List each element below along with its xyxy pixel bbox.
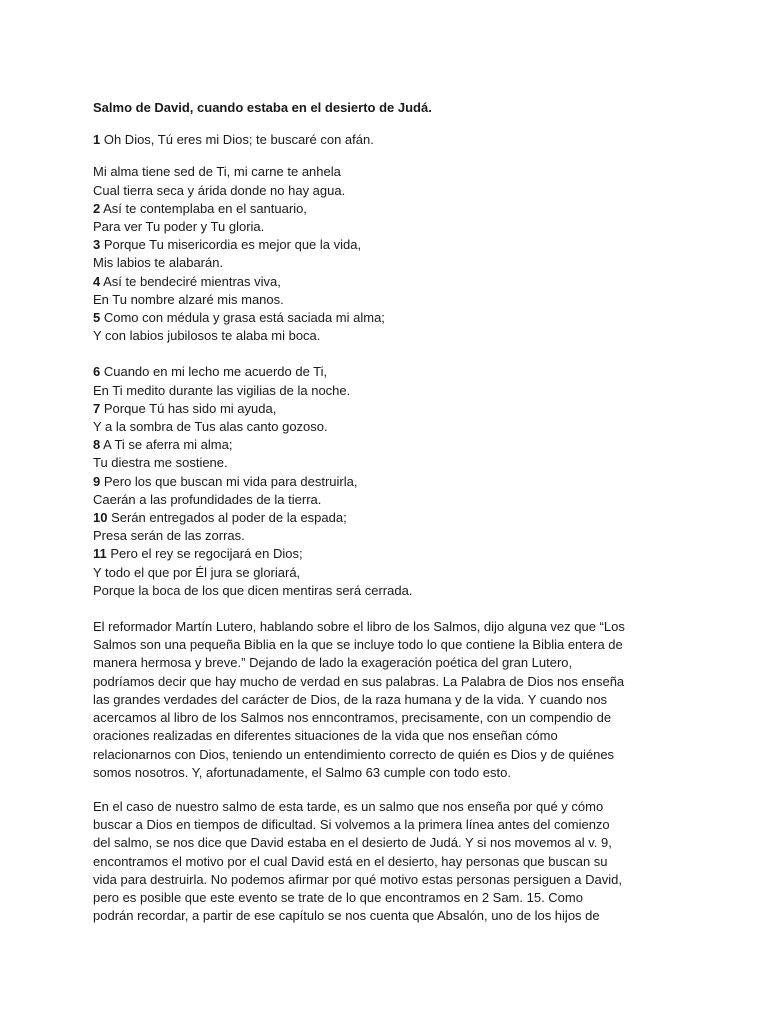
verse-number: 11 <box>93 546 107 562</box>
verse-line <box>93 545 653 563</box>
verse-text: En Ti medito durante las vigilias de la noche. <box>93 382 351 398</box>
verse-line <box>93 509 653 527</box>
verse-number: 1 <box>93 132 101 148</box>
verse-line <box>93 363 653 381</box>
verse-line <box>93 418 653 436</box>
paragraph-line: El reformador Martín Lutero, hablando sobre el libro de los Salmos, dijo alguna vez que “Los <box>93 619 625 635</box>
verse-line <box>93 436 653 454</box>
verse-line <box>93 163 653 181</box>
verse-line <box>93 200 653 218</box>
verse-text: Así te contemplaba en el santuario, <box>100 200 307 216</box>
verse-number: 7 <box>93 400 101 416</box>
verse-text: Serán entregados al poder de la espada; <box>107 510 347 526</box>
paragraph-line: manera hermosa y breve.” Dejando de lado la exageración poética del gran Lutero, <box>93 655 573 671</box>
verse-line <box>93 400 653 418</box>
verse-line <box>93 473 653 491</box>
paragraph-line: acercamos al libro de los Salmos nos enncontramos, precisamente, con un compendio de <box>93 710 612 726</box>
verse-text: Mis labios te alabarán. <box>93 255 224 271</box>
verse-text: Oh Dios, Tú eres mi Dios; te buscaré con afán. <box>100 132 374 148</box>
verse-line <box>93 491 653 509</box>
verse-number: 10 <box>93 510 108 526</box>
stanza-verses-2-5 <box>93 163 653 345</box>
verse-text: Y a la sombra de Tus alas canto gozoso. <box>93 419 328 435</box>
paragraph-line: buscar a Dios en tiempos de dificultad. Si volvemos a la primera línea antes del comienzo <box>93 817 610 833</box>
verse-line <box>93 327 653 345</box>
paragraph-line: las grandes verdades del carácter de Dios, de la raza humana y de la vida. Y cuando nos <box>93 691 608 707</box>
stanza-verses-6-11 <box>93 363 653 600</box>
verse-line <box>93 254 653 272</box>
verse-text: Porque Tú has sido mi ayuda, <box>100 400 277 416</box>
verse-text: Y con labios jubilosos te alaba mi boca. <box>93 328 321 344</box>
verse-number: 2 <box>93 200 101 216</box>
stanza-verse-1 <box>93 131 653 149</box>
verse-line <box>93 131 653 149</box>
verse-line <box>93 309 653 327</box>
paragraph-line: somos nosotros. Y, afortunadamente, el Salmo 63 cumple con todo esto. <box>93 764 511 780</box>
verse-text: En Tu nombre alzaré mis manos. <box>93 291 284 307</box>
verse-line <box>93 273 653 291</box>
verse-text: Porque la boca de los que dicen mentiras será cerrada. <box>93 582 413 598</box>
paragraph-line: encontramos el motivo por el cual David está en el desierto, hay personas que buscan su <box>93 853 608 869</box>
paragraph-line: oraciones realizadas en diferentes situaciones de la vida que nos enseñan cómo <box>93 728 558 744</box>
verse-text: Tu diestra me sostiene. <box>93 455 228 471</box>
psalm-title: Salmo de David, cuando estaba en el desierto de Judá. <box>93 100 432 115</box>
verse-line <box>93 527 653 545</box>
verse-text: Presa serán de las zorras. <box>93 528 245 544</box>
verse-number: 6 <box>93 364 101 380</box>
verse-text: Cuando en mi lecho me acuerdo de Ti, <box>100 364 328 380</box>
verse-text: Pero los que buscan mi vida para destruirla, <box>100 473 358 489</box>
verse-number: 9 <box>93 473 101 489</box>
paragraph-line: podrán recordar, a partir de ese capítulo se nos cuenta que Absalón, uno de los hijos de <box>93 908 600 924</box>
commentary-paragraph-1 <box>93 618 653 782</box>
paragraph-line: vida para destruirla. No podemos afirmar por qué motivo estas personas persiguen a David, <box>93 871 622 887</box>
verse-text: Mi alma tiene sed de Ti, mi carne te anhela <box>93 164 341 180</box>
verse-line <box>93 564 653 582</box>
verse-number: 3 <box>93 237 101 253</box>
verse-text: Así te bendeciré mientras viva, <box>100 273 281 289</box>
paragraph-line: del salmo, se nos dice que David estaba en el desierto de Judá. Y si nos movemos al v. 9, <box>93 835 612 851</box>
verse-line <box>93 291 653 309</box>
verse-line <box>93 454 653 472</box>
paragraph-line: relacionarnos con Dios, teniendo un entendimiento correcto de quién es Dios y de quiénes <box>93 746 615 762</box>
verse-text: Porque Tu misericordia es mejor que la vida, <box>100 237 362 253</box>
verse-number: 5 <box>93 310 101 326</box>
verse-text: Cual tierra seca y árida donde no hay agua. <box>93 182 346 198</box>
verse-text: Caerán a las profundidades de la tierra. <box>93 491 322 507</box>
verse-line <box>93 182 653 200</box>
verse-text: Pero el rey se regocijará en Dios; <box>106 546 303 562</box>
verse-number: 4 <box>93 273 101 289</box>
verse-line <box>93 382 653 400</box>
commentary-paragraph-2 <box>93 798 653 925</box>
verse-text: A Ti se aferra mi alma; <box>100 437 233 453</box>
verse-text: Para ver Tu poder y Tu gloria. <box>93 219 265 235</box>
verse-number: 8 <box>93 437 101 453</box>
paragraph-line: podríamos decir que hay mucho de verdad en sus palabras. La Palabra de Dios nos enseña <box>93 673 625 689</box>
verse-line <box>93 218 653 236</box>
paragraph-line: pero es posible que este evento se trate de lo que encontramos en 2 Sam. 15. Como <box>93 889 583 905</box>
paragraph-line: Salmos son una pequeña Biblia en la que se incluye todo lo que contiene la Biblia entera de <box>93 637 623 653</box>
verse-text: Como con médula y grasa está saciada mi alma; <box>100 310 385 326</box>
verse-line <box>93 582 653 600</box>
paragraph-line: En el caso de nuestro salmo de esta tarde, es un salmo que nos enseña por qué y cómo <box>93 798 604 814</box>
document-page <box>93 99 653 941</box>
verse-text: Y todo el que por Él jura se gloriará, <box>93 564 301 580</box>
verse-line <box>93 236 653 254</box>
